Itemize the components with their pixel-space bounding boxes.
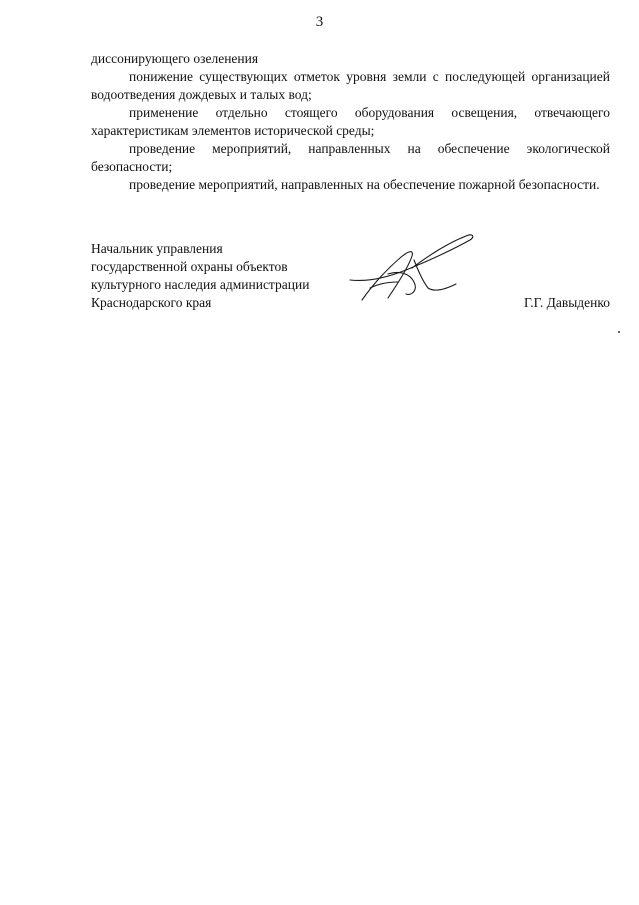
signatory-title-line: Краснодарского края <box>91 295 212 310</box>
signatory-name: Г.Г. Давыденко <box>523 295 610 310</box>
paragraph: проведение мероприятий, направленных на обеспечение экологической безопасности; <box>91 141 610 174</box>
signatory-title-line: Начальник управления <box>91 241 223 256</box>
signatory-title <box>91 240 309 312</box>
paragraph: понижение существующих отметок уровня земли с последующей организацией водоотведения дождевых и талых вод; <box>91 69 610 102</box>
scan-speck <box>618 331 620 333</box>
signatory-title-line: культурного наследия администрации <box>91 277 310 292</box>
paragraph: применение отдельно стоящего оборудования освещения, отвечающего характеристикам элементов исторической среды; <box>91 105 610 138</box>
page-number: 3 <box>315 14 324 30</box>
paragraph: проведение мероприятий, направленных на обеспечение пожарной безопасности. <box>129 177 600 192</box>
paragraph: диссонирующего озеленения <box>91 51 259 66</box>
document-body <box>91 50 610 194</box>
signatory-title-line: государственной охраны объектов <box>91 259 288 274</box>
handwritten-signature <box>348 230 478 306</box>
